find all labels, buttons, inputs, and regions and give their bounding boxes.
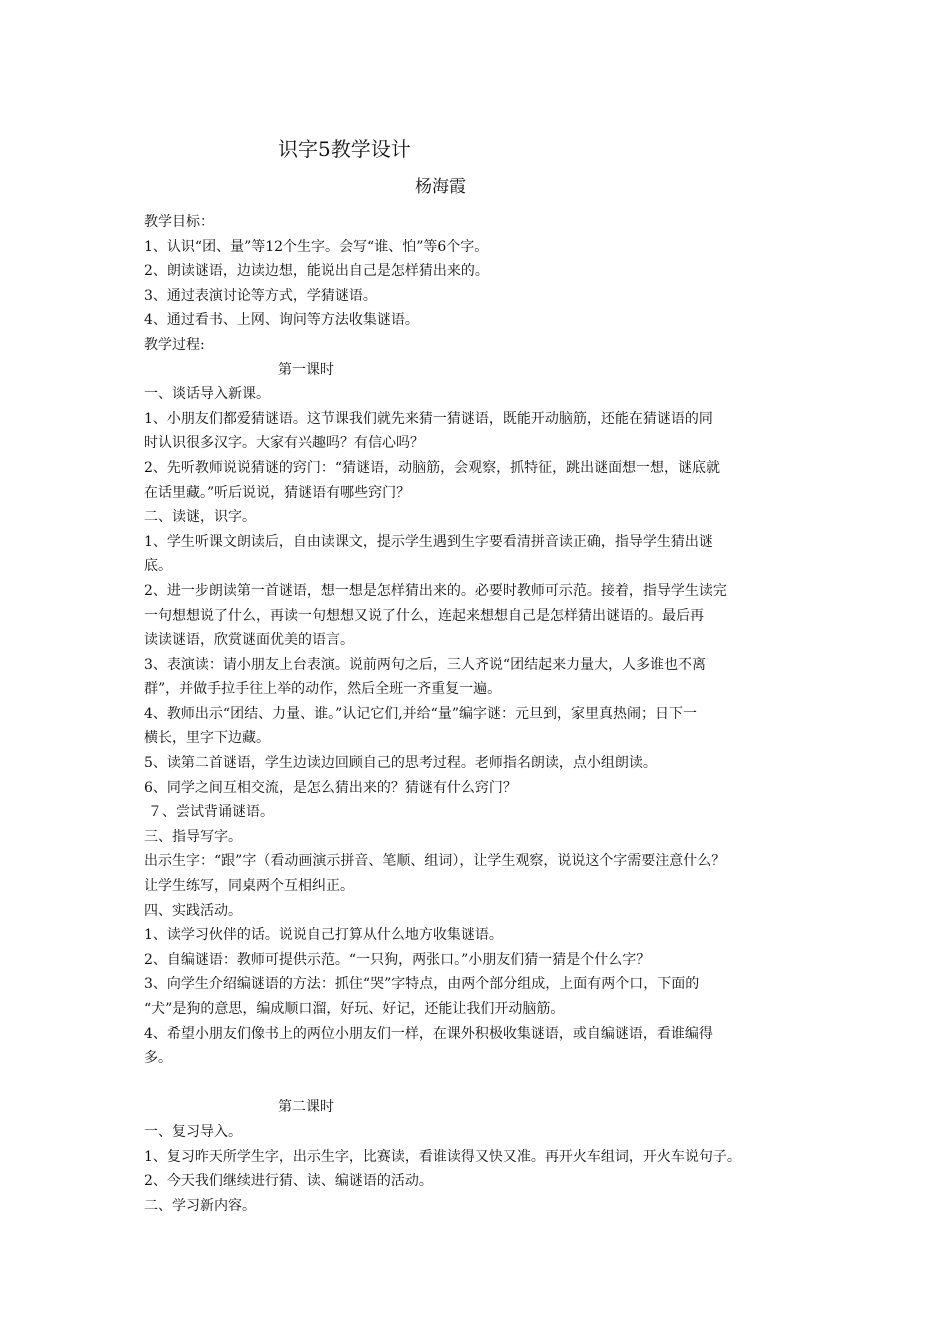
paragraph-line: 3、表演读：请小朋友上台表演。说前两句之后，三人齐说“团结起来力量大，人多谁也不离 (144, 656, 707, 673)
paragraph-line: 二、学习新内容。 (144, 1197, 256, 1214)
paragraph-line: 3、向学生介绍编谜语的方法：抓住“哭”字特点，由两个部分组成，上面有两个口，下面的 (144, 976, 700, 993)
paragraph-line: 2、进一步朗读第一首谜语，想一想是怎样猜出来的。必要时教师可示范。接着，指导学生读完 (144, 582, 727, 599)
document-author: 杨海霞 (415, 177, 466, 197)
paragraph-line: 四、实践活动。 (144, 902, 242, 919)
paragraph-line: 二、读谜，识字。 (144, 509, 256, 526)
paragraph-line: ７、尝试背诵谜语。 (148, 804, 274, 821)
paragraph-line: 3、通过表演讨论等方式，学猜谜语。 (144, 287, 377, 304)
blank-line (144, 1071, 824, 1096)
paragraph-line: 2、自编谜语：教师可提供示范。“一只狗，两张口。”小朋友们猜一猜是个什么字？ (144, 951, 651, 968)
paragraph-line: 1、复习昨天所学生字，出示生字，比赛读，看谁读得又快又准。再开火车组词，开火车说句子。 (144, 1148, 741, 1165)
paragraph-line: 多。 (144, 1050, 172, 1067)
paragraph-line: 1、认识“团、量”等12个生字。会写“谁、怕”等6个字。 (144, 238, 489, 255)
paragraph-line: 2、今天我们继续进行猜、读、编谜语的活动。 (144, 1173, 433, 1190)
paragraph-line: 底。 (144, 558, 172, 575)
paragraph-line: 一句想想说了什么，再读一句想想又说了什么，连起来想想自己是怎样猜出谜语的。最后再 (144, 607, 704, 624)
paragraph-line: 4、希望小朋友们像书上的两位小朋友们一样，在课外积极收集谜语，或自编谜语，看谁编得 (144, 1025, 713, 1042)
paragraph-line: 4、教师出示“团结、力量、谁。”认记它们,并给“量”编字谜：元旦到，家里真热闹；日下一 (144, 705, 697, 722)
paragraph-line: 一、谈话导入新课。 (144, 386, 270, 403)
paragraph-line: 横长，里字下边藏。 (144, 730, 270, 747)
paragraph-line: 1、小朋友们都爱猜谜语。这节课我们就先来猜一猜谜语，既能开动脑筋，还能在猜谜语的同 (144, 410, 713, 427)
document-body (144, 210, 824, 1218)
paragraph-line: 时认识很多汉字。大家有兴趣吗？有信心吗？ (144, 435, 424, 452)
section-heading-process: 教学过程: (144, 336, 205, 353)
paragraph-line: 1、读学习伙伴的话。说说自己打算从什么地方收集谜语。 (144, 927, 503, 944)
lesson-heading-second: 第二课时 (278, 1099, 334, 1116)
document-title: 识字5教学设计 (278, 137, 411, 161)
paragraph-line: 在话里藏。”听后说说，猜谜语有哪些窍门？ (144, 484, 411, 501)
paragraph-line: 读读谜语，欣赏谜面优美的语言。 (144, 632, 354, 649)
paragraph-line: “犬”是狗的意思，编成顺口溜，好玩、好记，还能让我们开动脑筋。 (144, 1001, 565, 1017)
paragraph-line: 群”，并做手拉手往上举的动作，然后全班一齐重复一遍。 (144, 681, 502, 698)
section-heading-objectives: 教学目标： (144, 214, 214, 230)
paragraph-line: 三、指导写字。 (144, 828, 242, 845)
paragraph-line: 5、读第二首谜语，学生边读边回顾自己的思考过程。老师指名朗读，点小组朗读。 (144, 755, 657, 772)
paragraph-line: 2、朗读谜语，边读边想，能说出自己是怎样猜出来的。 (144, 263, 489, 280)
paragraph-line: 2、先听教师说说猜谜的窍门：“猜谜语，动脑筋，会观察，抓特征，跳出谜面想一想，谜底就 (144, 459, 721, 476)
paragraph-line: 让学生练写，同桌两个互相纠正。 (144, 878, 354, 895)
paragraph-line: 出示生字：“跟”字（看动画演示拼音、笔顺、组词），让学生观察，说说这个字需要注意什么？ (144, 853, 726, 870)
paragraph-line: 1、学生听课文朗读后，自由读课文，提示学生遇到生字要看清拼音读正确，指导学生猜出谜 (144, 533, 713, 550)
paragraph-line: 4、通过看书、上网、询问等方法收集谜语。 (144, 312, 419, 329)
paragraph-line: 一、复习导入。 (144, 1123, 242, 1140)
lesson-heading-first: 第一课时 (278, 361, 334, 378)
paragraph-line: 6、同学之间互相交流，是怎么猜出来的？猜谜有什么窍门？ (144, 779, 517, 796)
